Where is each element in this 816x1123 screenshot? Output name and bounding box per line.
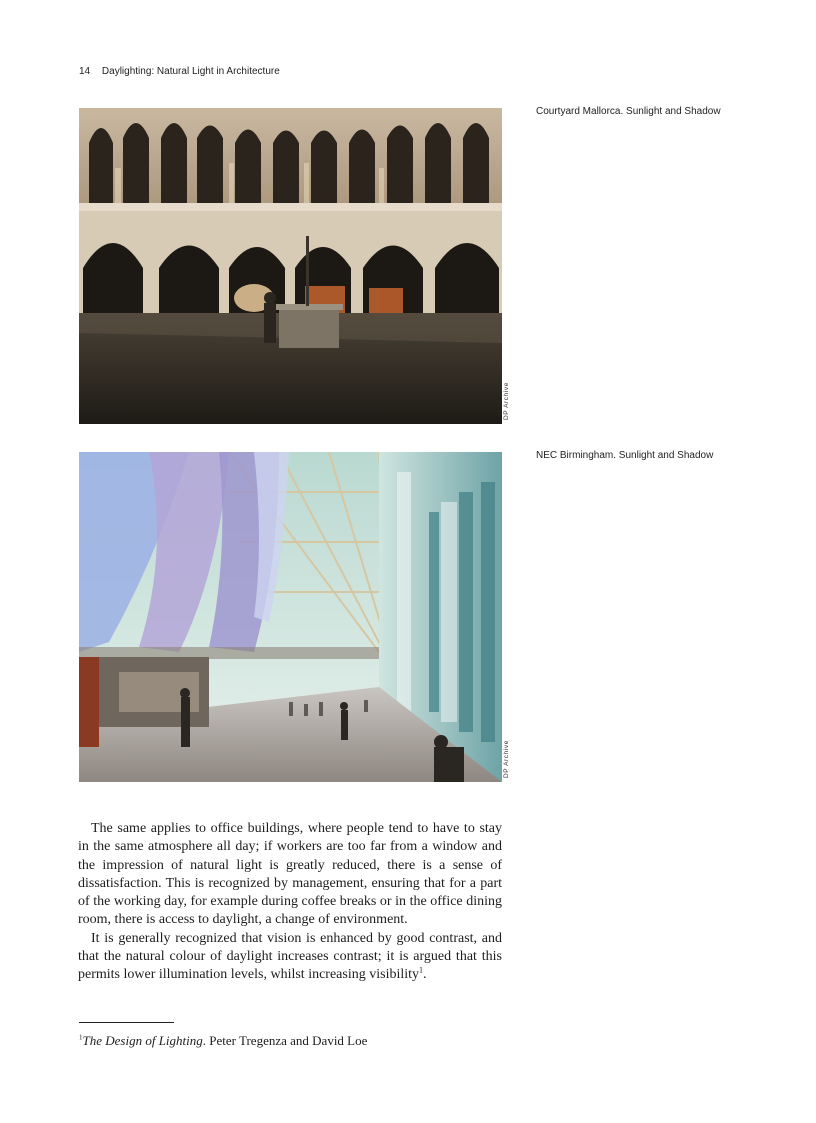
footnote — [79, 1033, 367, 1049]
concourse-illustration — [79, 452, 502, 782]
photo-credit: DP Archive — [503, 740, 510, 779]
footnote-book-title: The Design of Lighting — [82, 1033, 203, 1048]
concourse-photo — [79, 452, 502, 782]
body-text — [78, 820, 502, 985]
page-number: 14 — [79, 66, 91, 77]
footnote-rule — [79, 1022, 174, 1023]
courtyard-photo — [79, 108, 502, 424]
courtyard-illustration — [79, 108, 502, 424]
running-title: Daylighting: Natural Light in Architecture — [101, 66, 280, 77]
footnote-reference: 1 — [419, 965, 424, 975]
paragraph: The same applies to office buildings, where people tend to have to stay in the same atmosphere all day; if workers are too far from a window and the impression of natural light is greatly reduced, there is a sense of dissatisfaction. This is recognized by management, ensuring that for a part of the working day, for example during coffee breaks or in the office dining room, there is access to daylight, a change of environment. — [78, 821, 502, 928]
figure-caption: Courtyard Mallorca. Sunlight and Shadow — [536, 106, 721, 117]
footnote-authors: . Peter Tregenza and David Loe — [202, 1033, 368, 1048]
footnote-marker: 1 — [79, 1033, 83, 1042]
photo-credit: DP Archive — [503, 382, 510, 421]
figure-caption: NEC Birmingham. Sunlight and Shadow — [536, 450, 714, 461]
paragraph: It is generally recognized that vision is enhanced by good contrast, and that the natural colour of daylight increases contrast; it is argued that this permits lower illumination levels, whilst increasing visibility$^1$. — [78, 930, 502, 983]
running-head — [79, 66, 280, 77]
